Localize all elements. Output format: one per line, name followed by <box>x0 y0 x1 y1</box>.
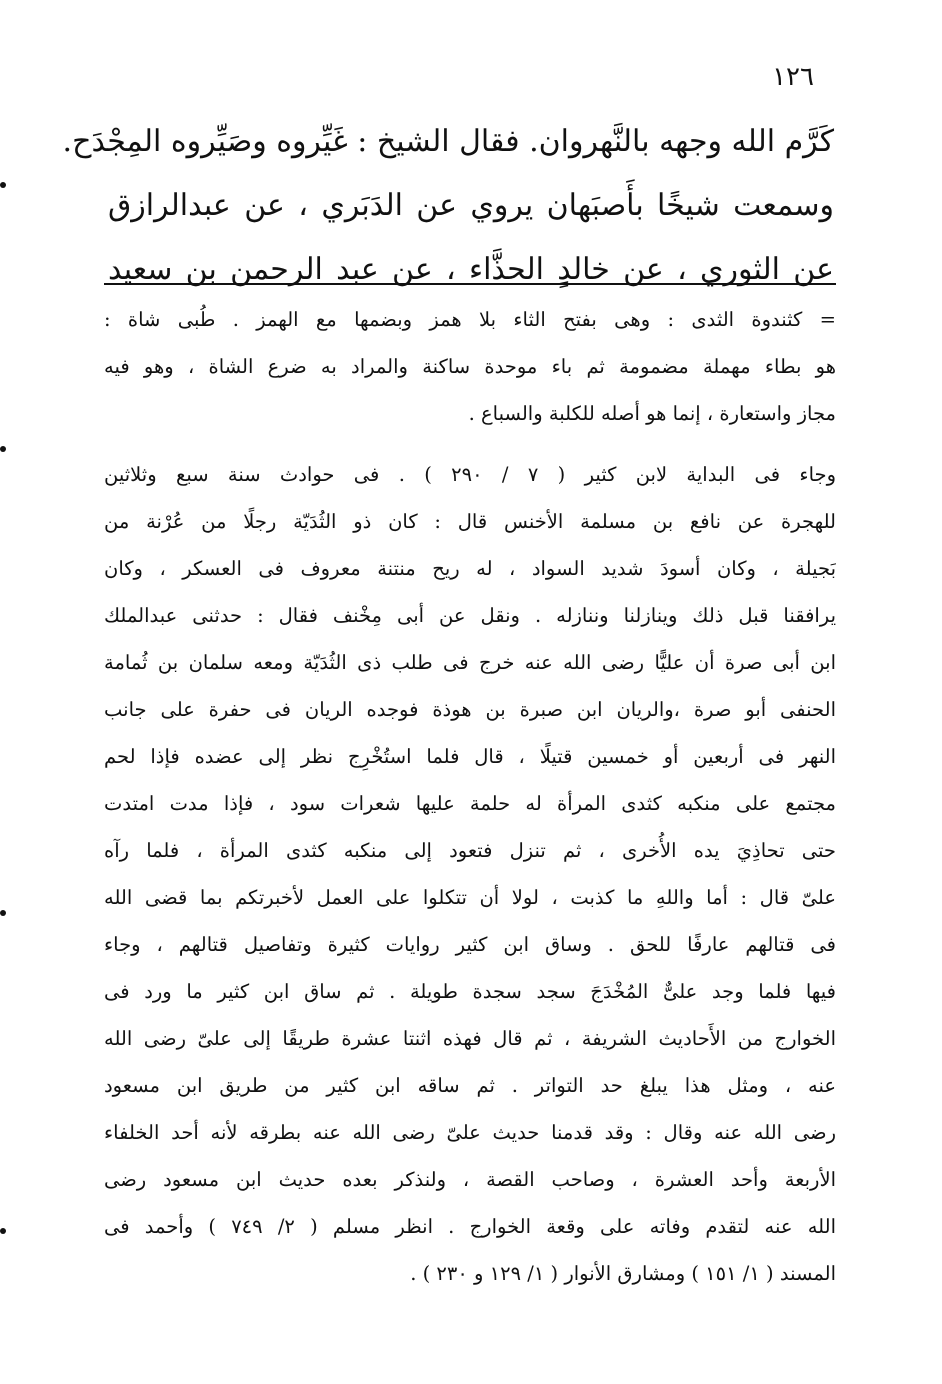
commentary-line: الله عنه لتقدم وفاته على وقعة الخوارج . انظر مسلم ( ٢/ ٧٤٩ ) وأحمد فى <box>104 1215 836 1238</box>
margin-mark <box>0 182 6 188</box>
footnote-line: = كثندوة الثدى : وهى بفتح الثاء بلا همز وبضمها مع الهمز . طُبى شاة : <box>104 308 836 331</box>
margin-mark <box>0 910 6 916</box>
footnote-separator <box>104 283 836 285</box>
paragraph-gap <box>104 437 836 451</box>
commentary-line: فيها فلما وجد علىٌّ المُخْدَجَ سجد سجدة طويلة . ثم ساق ابن كثير ما ورد فى <box>104 980 836 1003</box>
commentary-line: عنه ، ومثل هذا يبلغ حد التواتر . ثم ساقه ابن كثير من طريق ابن مسعود <box>104 1074 836 1097</box>
footnote-line: مجاز واستعارة ، إنما هو أصله للكلبة والسباع . <box>468 402 836 425</box>
commentary-line: النهر فى أربعين أو خمسين قتيلًا ، قال فلما استُخْرِج نظر إلى عضده فإذا لحم <box>104 745 836 768</box>
commentary-line: للهجرة عن نافع بن مسلمة الأخنس قال : كان ذو الثُدَيّة رجلًا من عُرْنة من <box>104 510 836 533</box>
commentary-line: الحنفى أبو صرة ،والريان ابن صبرة بن هوذة فوجده الريان فى حفرة على جانب <box>104 698 836 721</box>
commentary-line: حتى تحاذِيَ يده الأُخرى ، ثم تنزل فتعود إلى منكبه كثدى المرأة ، فلما رآه <box>104 839 836 862</box>
commentary-line: رضى الله عنه وقال : وقد قدمنا حديث علىّ رضى الله عنه بطرقه لأنه أحد الخلفاء <box>104 1121 836 1144</box>
main-text <box>62 110 834 302</box>
commentary-line: يرافقنا قبل ذلك وينازلنا وننازله . ونقل عن أبى مِخْنف فقال : حدثنى عبدالملك <box>104 604 836 627</box>
main-text-line: كَرَّم الله وجهه بالنَّهروان. فقال الشيخ : غَيِّروه وصَيِّروه المِجْدَح. <box>62 124 834 159</box>
margin-mark <box>0 1228 6 1234</box>
commentary-line: ابن أبى صرة أن عليًّا رضى الله عنه خرج فى طلب ذى الثُدَيّة ومعه سلمان بن ثُمامة <box>104 651 836 674</box>
footnotes <box>104 296 836 1297</box>
commentary-line: بَجيلة ، وكان أسودَ شديد السواد ، له ريح منتنة معروف فى العسكر ، وكان <box>104 557 836 580</box>
commentary-line: علىّ قال : أما واللهِ ما كذبت ، لولا أن تتكلوا على العمل لأخبرتكم بما قضى الله <box>104 886 836 909</box>
commentary-line: وجاء فى البداية لابن كثير ( ٧ / ٢٩٠ ) . فى حوادث سنة سبع وثلاثين <box>104 463 836 486</box>
margin-mark <box>0 446 6 452</box>
main-text-line: وسمعت شيخًا بأَصبَهان يروي عن الدَبَري ، عن عبدالرازق <box>108 188 834 223</box>
page-number: ١٢٦ <box>772 62 814 92</box>
commentary-line: مجتمع على منكبه كثدى المرأة له حلمة عليها شعرات سود ، فإذا مدت امتدت <box>104 792 836 815</box>
footnote-line: هو بطاء مهملة مضمومة ثم باء موحدة ساكنة والمراد به ضرع الشاة ، وهو فيه <box>104 355 836 378</box>
commentary-line: الأربعة وأحد العشرة ، وصاحب القصة ، ولنذكر بعده حديث ابن مسعود رضى <box>104 1168 836 1191</box>
commentary-line: فى قتالهم عارفًا للحق . وساق ابن كثير روايات كثيرة وتفاصيل قتالهم ، وجاء <box>104 933 836 956</box>
commentary-line: المسند ( ١/ ١٥١ ) ومشارق الأنوار ( ١/ ١٢٩ و ٢٣٠ ) . <box>410 1262 836 1285</box>
main-text-line: عن الثوري ، عن خالدٍ الحذَّاء ، عن عبد الرحمن بن سعيد <box>108 252 834 287</box>
commentary-line: الخوارج من الأَحاديث الشريفة ، ثم قال فهذه اثنتا عشرة طريقًا إلى علىّ رضى الله <box>104 1027 836 1050</box>
